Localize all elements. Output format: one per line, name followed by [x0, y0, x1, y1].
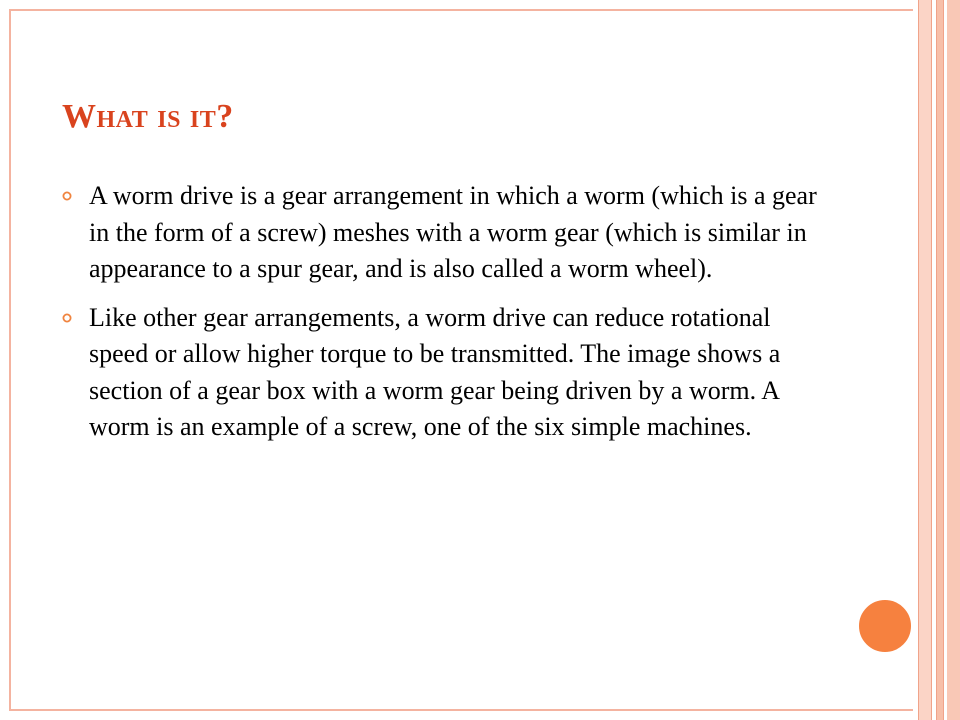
decorative-line — [918, 0, 919, 720]
decorative-stripe — [918, 0, 932, 720]
slide-title: What is it? — [62, 98, 234, 135]
bullet-item — [62, 300, 822, 446]
bullet-item — [62, 178, 822, 288]
ring-bullet-icon — [62, 191, 72, 201]
ring-bullet-icon — [62, 313, 72, 323]
bullet-text: A worm drive is a gear arrangement in which a worm (which is a gear in the form of a screw) meshes with a worm gear (which is similar in appearance to a spur gear, and is also called a worm wheel). — [89, 181, 817, 283]
decorative-line — [943, 0, 944, 720]
decorative-line — [931, 0, 932, 720]
bullet-text: Like other gear arrangements, a worm drive can reduce rotational speed or allow higher torque to be transmitted. The image shows a section of a gear box with a worm gear being driven by a worm. A worm is an example of a screw, one of the six simple machines. — [89, 302, 781, 441]
bullet-list — [62, 178, 822, 458]
decorative-stripe — [947, 0, 960, 720]
decorative-circle — [856, 597, 914, 655]
decorative-line — [936, 0, 937, 720]
